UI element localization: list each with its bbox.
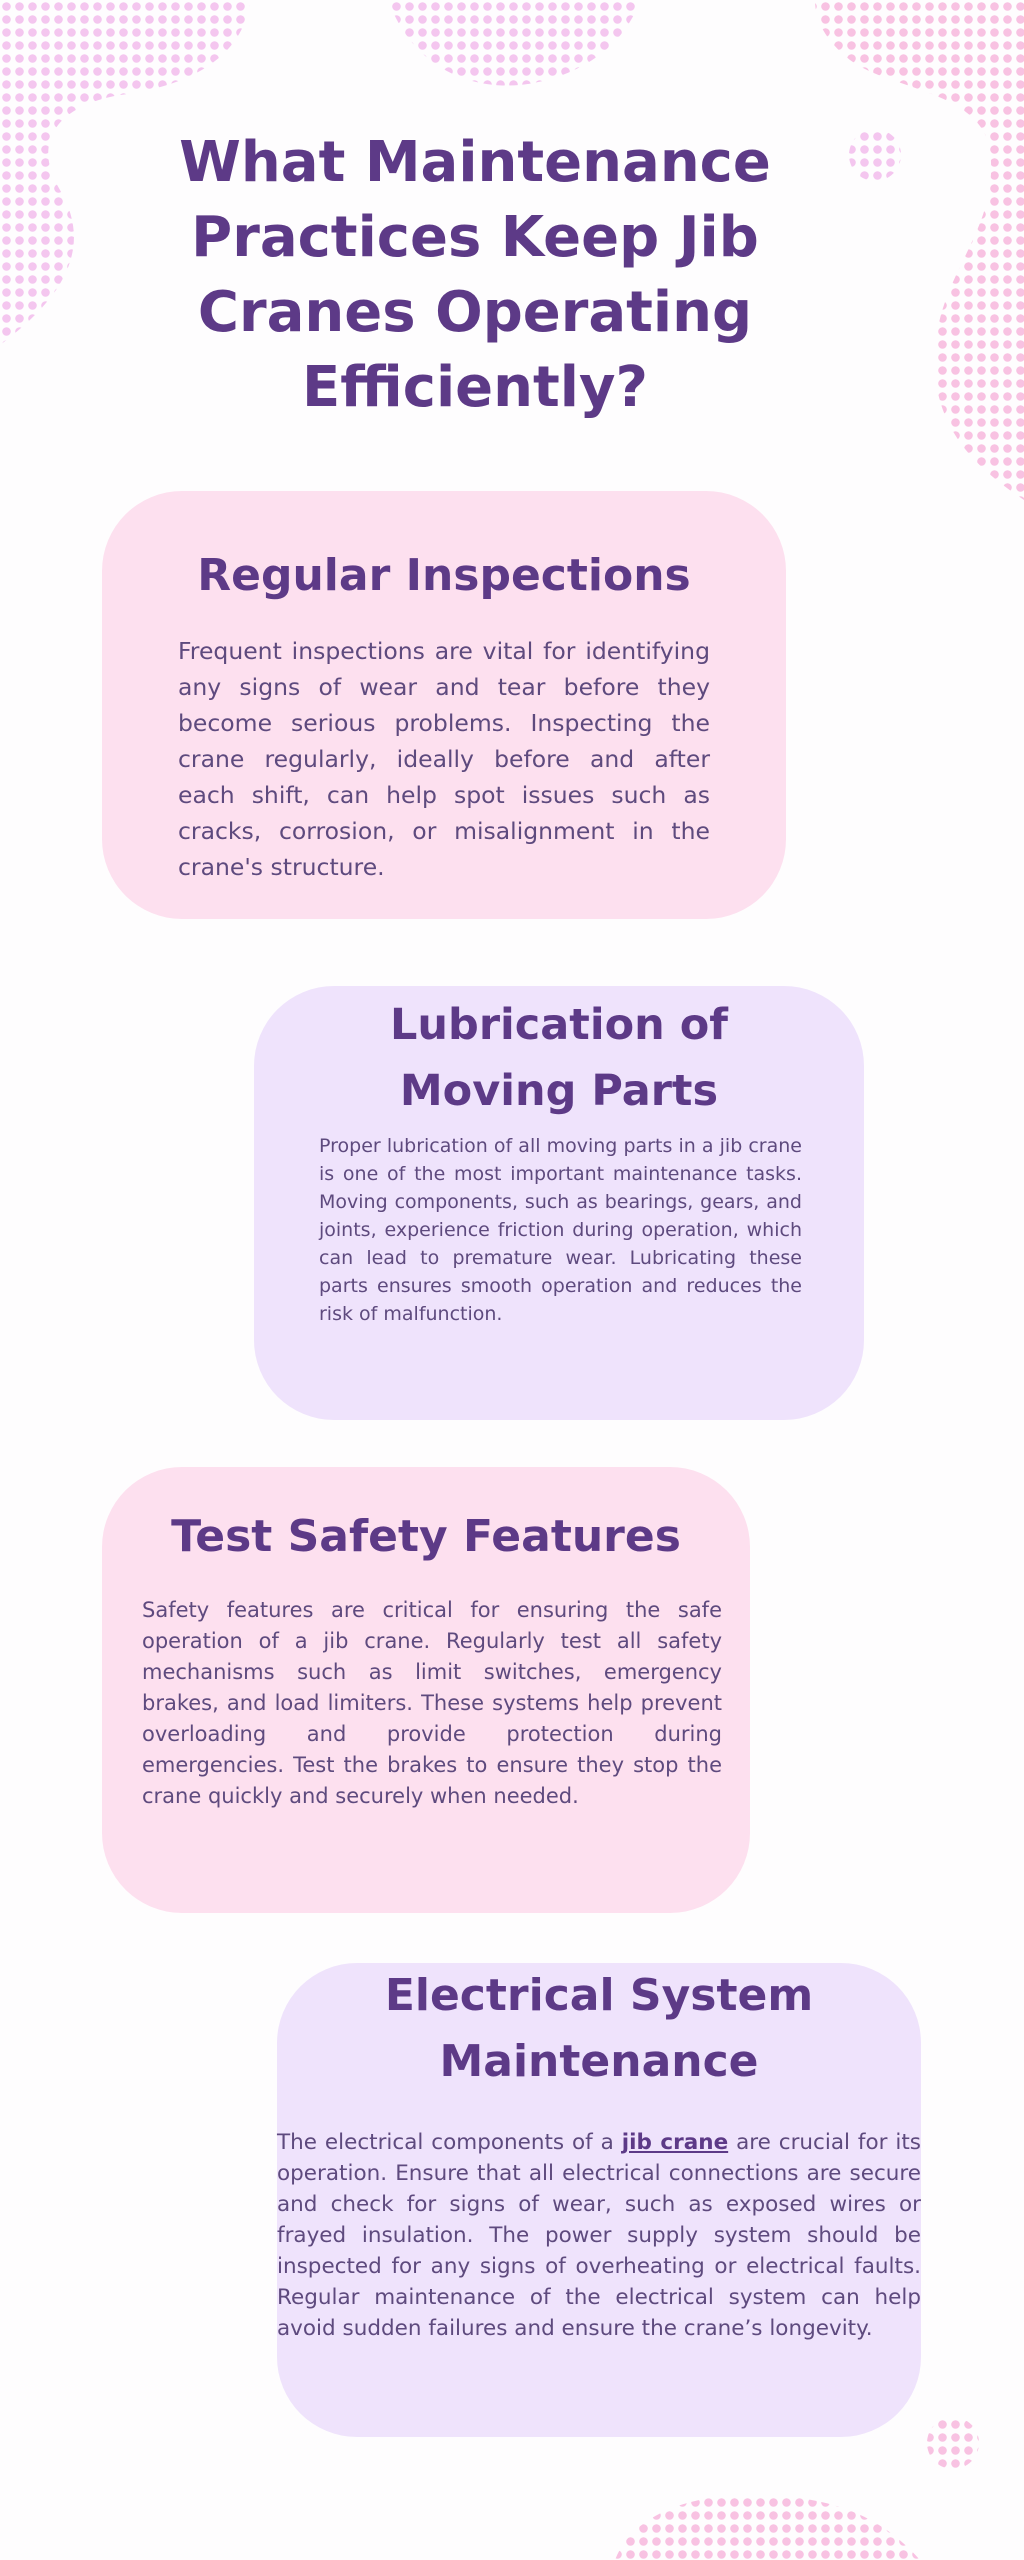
section-heading: Test Safety Features — [171, 1511, 681, 1562]
section-card-safety-features — [102, 1467, 750, 1913]
section-heading: Regular Inspections — [197, 550, 691, 601]
section-body: Safety features are critical for ensuring the safe operation of a jib crane. Regularly test all safety mechanisms such as limit switches, emergency brakes, and load limiters. These systems help prevent overloading and provide protection during emergencies. Test the brakes to ensure they stop the crane quickly and securely when needed. — [142, 1598, 722, 1808]
section-card-electrical-system — [277, 1963, 921, 2437]
section-heading: Lubrication of Moving Parts — [390, 1000, 728, 1116]
jib-crane-link[interactable]: jib crane — [621, 2130, 729, 2155]
section-body — [277, 2127, 921, 2344]
section-card-regular-inspections — [102, 491, 786, 919]
page-title: What Maintenance Practices Keep Jib Cranes Operating Efficiently? — [179, 130, 771, 420]
section-card-lubrication — [254, 986, 864, 1420]
section-body: Proper lubrication of all moving parts in a jib crane is one of the most important maintenance tasks. Moving components, such as bearings, gears, and joints, experience friction during operation, which can lead to premature wear. Lubricating these parts ensures smooth operation and reduces the risk of malfunction. — [319, 1135, 802, 1325]
section-heading: Electrical System Maintenance — [384, 1970, 814, 2087]
body-text-after-link: are crucial for its operation. Ensure that all electrical connections are secure and check for signs of wear, such as exposed wires or frayed insulation. The power supply system should be inspected for any signs of overheating or electrical faults. Regular maintenance of the electrical system can help avoid sudden failures and ensure the crane’s longevity. — [277, 2130, 921, 2341]
section-body: Frequent inspections are vital for identifying any signs of wear and tear before they become serious problems. Inspecting the crane regularly, ideally before and after each shift, can help spot issues such as cracks, corrosion, or misalignment in the crane's structure. — [178, 637, 710, 881]
body-text-before-link: The electrical components of a — [277, 2130, 622, 2155]
